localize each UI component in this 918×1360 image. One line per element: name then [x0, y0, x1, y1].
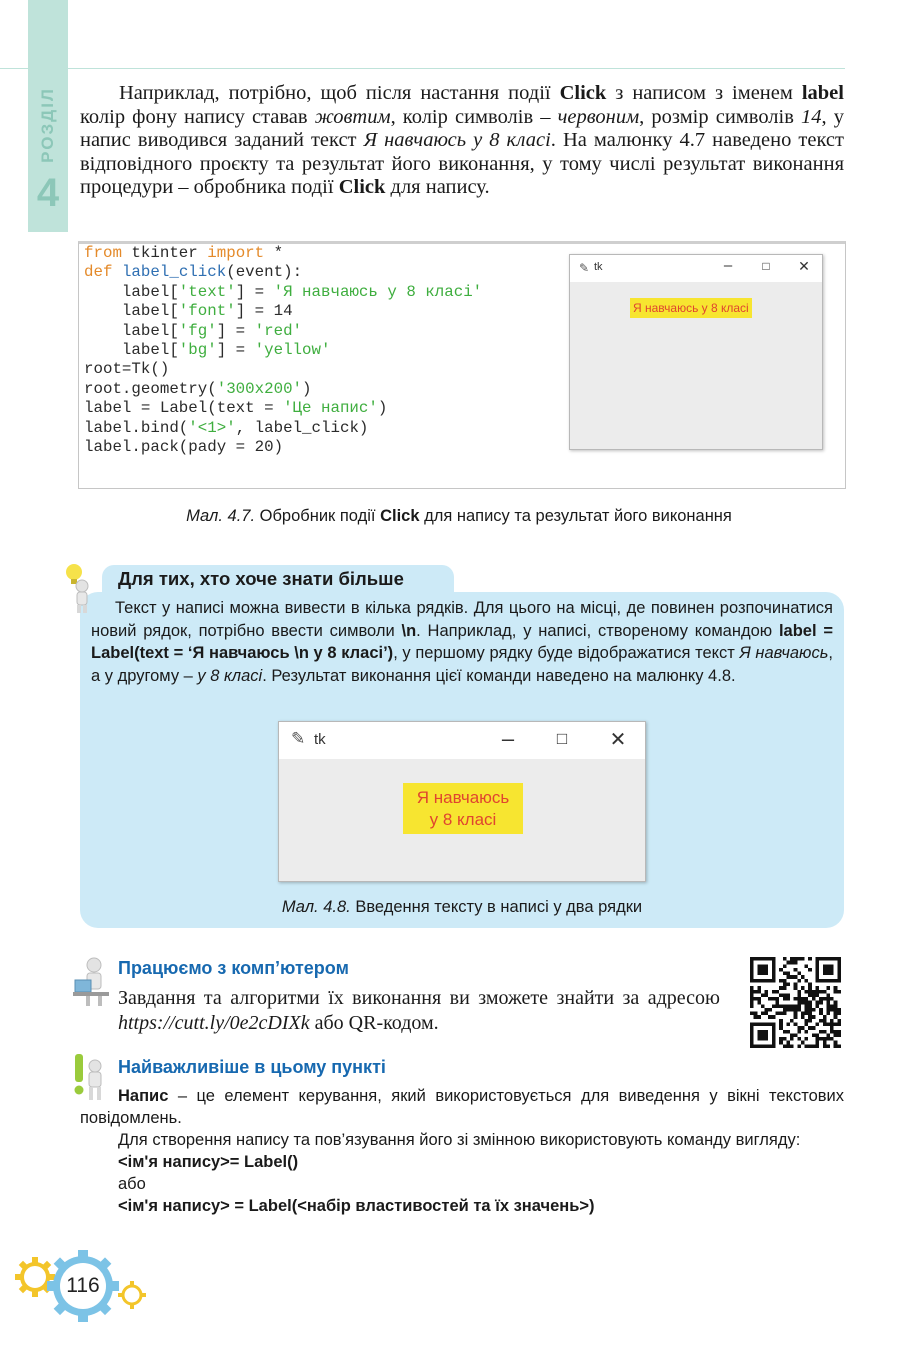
- task-url-link[interactable]: https://cutt.ly/0e2cDIXk: [118, 1011, 310, 1034]
- code-line: root.geometry('300x200'): [84, 379, 312, 398]
- close-icon: ✕: [798, 258, 810, 274]
- computer-task-text: Завдання та алгоритми їх виконання ви зможете знайти за адресою https://cutt.ly/0e2cDIXk або QR-кодом.: [118, 987, 720, 1034]
- label-widget: Я навчаюсь у 8 класі: [403, 783, 523, 834]
- window-titlebar: [279, 722, 645, 759]
- code-line: label = Label(text = 'Це напис'): [84, 399, 388, 418]
- info-box-title: Для тих, хто хоче знати більше: [118, 568, 404, 589]
- syntax-line: <ім'я напису> = Label(<набір властивостей та їх значень>): [118, 1197, 595, 1215]
- info-box-text: Текст у написі можна вивести в кілька рядків. Для цього на місці, де повинен розпочинатися новий рядок, потрібно ввести символи \n. Наприклад, у написі, створеному командою label = Label(text = ‘Я навчаюсь \n у 8 класі’), у першому рядку буде відображатися текст Я навчаюсь, а у другому – у 8 класі. Результат виконання цієї команди наведено на малюнку 4.8.: [91, 599, 833, 685]
- close-icon: ✕: [609, 729, 627, 751]
- code-line: label['bg'] = 'yellow': [84, 341, 331, 360]
- code-line: label['font'] = 14: [84, 302, 293, 321]
- qr-code[interactable]: [750, 957, 841, 1048]
- label-widget: Я навчаюсь у 8 класі: [630, 298, 752, 318]
- usage-paragraph: Для створення напису та пов’язування його зі змінною використовують команду вигляду:: [118, 1131, 801, 1149]
- code-line: label['text'] = 'Я навчаюсь у 8 класі': [84, 282, 483, 301]
- code-line: label.pack(pady = 20): [84, 438, 284, 457]
- minimize-icon: –: [723, 257, 733, 274]
- tk-window-screenshot: [569, 254, 823, 450]
- code-listing: [84, 244, 564, 457]
- intro-paragraph: Наприклад, потрібно, щоб після настання події Click з написом з іменем label колір фону напису ставав жовтим, колір символів – червоним, розмір символів 14, у напис виводився заданий текст Я навчаюсь у 8 класі. На малюнку 4.7 наведено текст відповідного проєкту та результат його виконання, у тому числі результат виконання процедури – обробника події Click для напису.: [80, 82, 845, 198]
- code-line: from tkinter import *: [84, 244, 284, 262]
- figure-caption: Мал. 4.7. Обробник події Click для напису та результат його виконання: [186, 507, 732, 525]
- code-line: label.bind('<1>', label_click): [84, 418, 369, 437]
- section-title-computer: Працюємо з комп’ютером: [118, 958, 349, 978]
- or-line: або: [118, 1175, 146, 1193]
- code-line: label['fg'] = 'red': [84, 321, 303, 340]
- page-number: 116: [66, 1274, 100, 1297]
- window-title: tk: [314, 731, 326, 748]
- code-line: def label_click(event):: [84, 263, 303, 282]
- window-titlebar: [570, 255, 822, 282]
- chapter-number: 4: [36, 171, 60, 215]
- maximize-icon: □: [556, 729, 568, 748]
- header-rule: [0, 68, 845, 69]
- computer-figure-icon: [72, 956, 112, 1006]
- definition-paragraph: Напис – це елемент керування, який використовується для виведення у вікні текстових повідомлень.: [80, 1087, 844, 1127]
- section-title-important: Найважливіше в цьому пункті: [118, 1057, 386, 1077]
- window-title: tk: [594, 261, 603, 273]
- feather-icon: ✎: [291, 729, 306, 748]
- code-line: root=Tk(): [84, 360, 170, 379]
- important-text: [80, 1085, 844, 1217]
- syntax-line: <ім'я напису>= Label(): [118, 1153, 299, 1171]
- minimize-icon: –: [501, 726, 515, 751]
- chapter-label: РОЗДІЛ: [38, 87, 57, 163]
- maximize-icon: □: [762, 259, 770, 273]
- figure-caption: Мал. 4.8. Введення тексту в написі у два рядки: [281, 898, 643, 916]
- feather-icon: ✎: [579, 261, 590, 275]
